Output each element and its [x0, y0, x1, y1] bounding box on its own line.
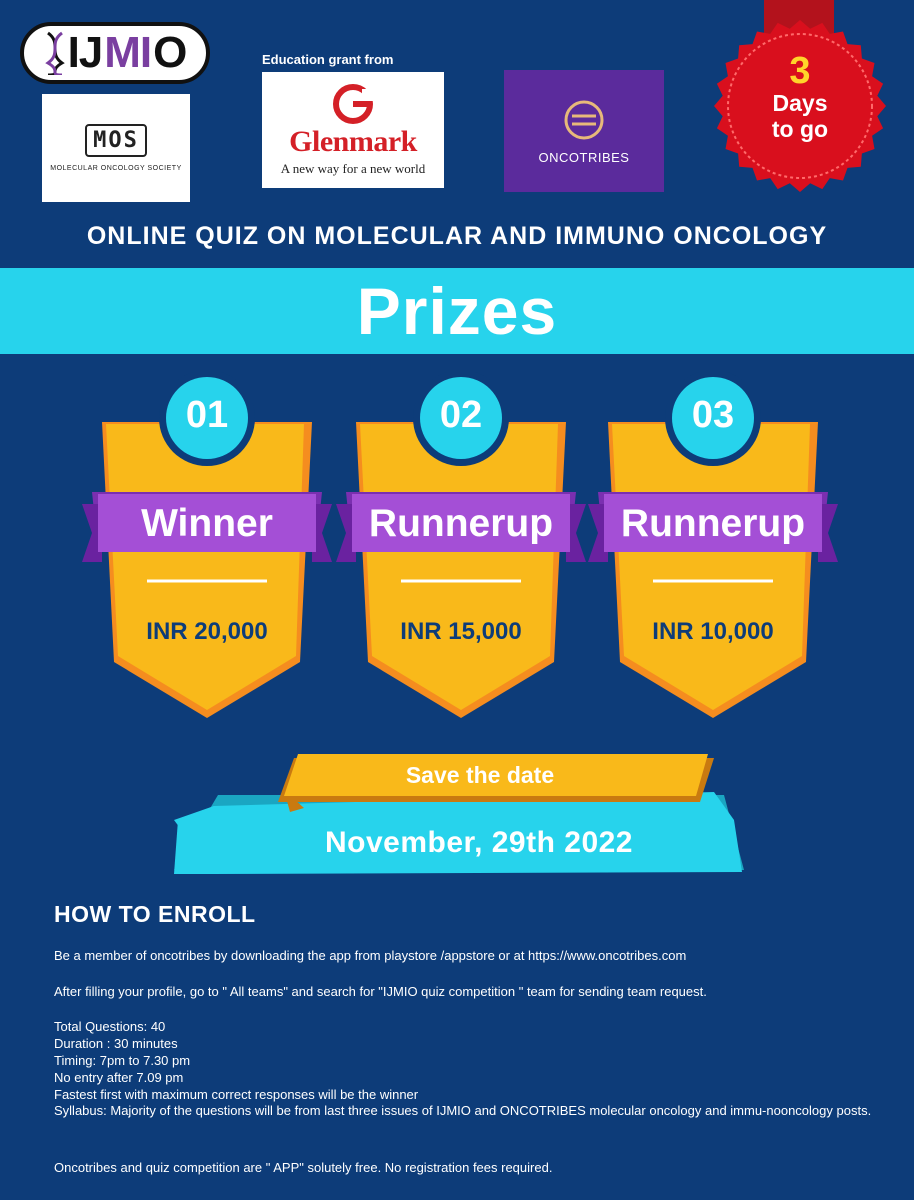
- glenmark-logo: [262, 72, 444, 188]
- enroll-step-1: Be a member of oncotribes by downloading the app from playstore /appstore or at https://www.oncotribes.com: [54, 948, 687, 963]
- glenmark-tagline: A new way for a new world: [280, 161, 426, 176]
- page-title: ONLINE QUIZ ON MOLECULAR AND IMMUNO ONCOLOGY: [86, 222, 828, 250]
- enroll-step-2: After filling your profile, go to " All teams" and search for "IJMIO quiz competition " team for sending team request.: [54, 984, 707, 999]
- oncotribes-logo: [504, 70, 664, 192]
- education-grant-label: Education grant from: [262, 52, 394, 67]
- oncotribes-emblem-icon: [562, 98, 606, 142]
- enroll-heading: HOW TO ENROLL: [54, 901, 256, 927]
- prize-title: Winner: [141, 502, 273, 545]
- prize-rank: 03: [691, 394, 735, 436]
- prize-card-2: [336, 372, 586, 722]
- glenmark-g-icon: [332, 83, 374, 125]
- countdown: [712, 52, 888, 143]
- prize-amount: INR 15,000: [400, 618, 522, 645]
- ijmio-middle: MI: [104, 28, 152, 77]
- dna-icon: [44, 31, 66, 75]
- prize-title: Runnerup: [368, 502, 554, 545]
- detail-item: Syllabus: Majority of the questions will be from last three issues of IJMIO and ONCOTRIBES molecular oncology and immu-nooncology posts.: [54, 1103, 872, 1119]
- event-date: November, 29th 2022: [325, 826, 633, 859]
- ijmio-logo: [20, 22, 210, 84]
- detail-item: Total Questions: 40: [54, 1019, 166, 1034]
- save-the-date-label: Save the date: [405, 762, 555, 788]
- enroll-details: [54, 1019, 884, 1120]
- prize-rank: 01: [185, 394, 229, 436]
- countdown-line1: Days: [772, 90, 828, 116]
- enroll-footer: Oncotribes and quiz competition are " APP" solutely free. No registration fees required.: [54, 1160, 553, 1175]
- mos-mark: MOS: [85, 124, 147, 157]
- oncotribes-name: ONCOTRIBES: [538, 149, 630, 165]
- prize-amount: INR 20,000: [146, 618, 268, 645]
- ijmio-prefix: IJ: [67, 28, 103, 77]
- detail-item: No entry after 7.09 pm: [54, 1069, 184, 1085]
- prize-title: Runnerup: [620, 502, 806, 545]
- prize-rank: 02: [439, 394, 483, 436]
- mos-subtitle: MOLECULAR ONCOLOGY SOCIETY: [50, 165, 182, 172]
- ijmio-suffix: O: [153, 28, 187, 77]
- detail-item: Fastest first with maximum correct responses will be the winner: [54, 1086, 419, 1102]
- prize-card-3: [588, 372, 838, 722]
- detail-item: Duration : 30 minutes: [54, 1035, 178, 1051]
- prize-amount: INR 10,000: [652, 618, 774, 645]
- glenmark-name: Glenmark: [289, 125, 417, 158]
- countdown-line2: to go: [771, 116, 829, 143]
- prize-card-1: [82, 372, 332, 722]
- countdown-number: 3: [789, 50, 811, 92]
- prizes-heading: Prizes: [356, 274, 558, 348]
- prizes-banner: [0, 268, 914, 354]
- mos-logo: [42, 94, 190, 202]
- detail-item: Timing: 7pm to 7.30 pm: [54, 1052, 191, 1068]
